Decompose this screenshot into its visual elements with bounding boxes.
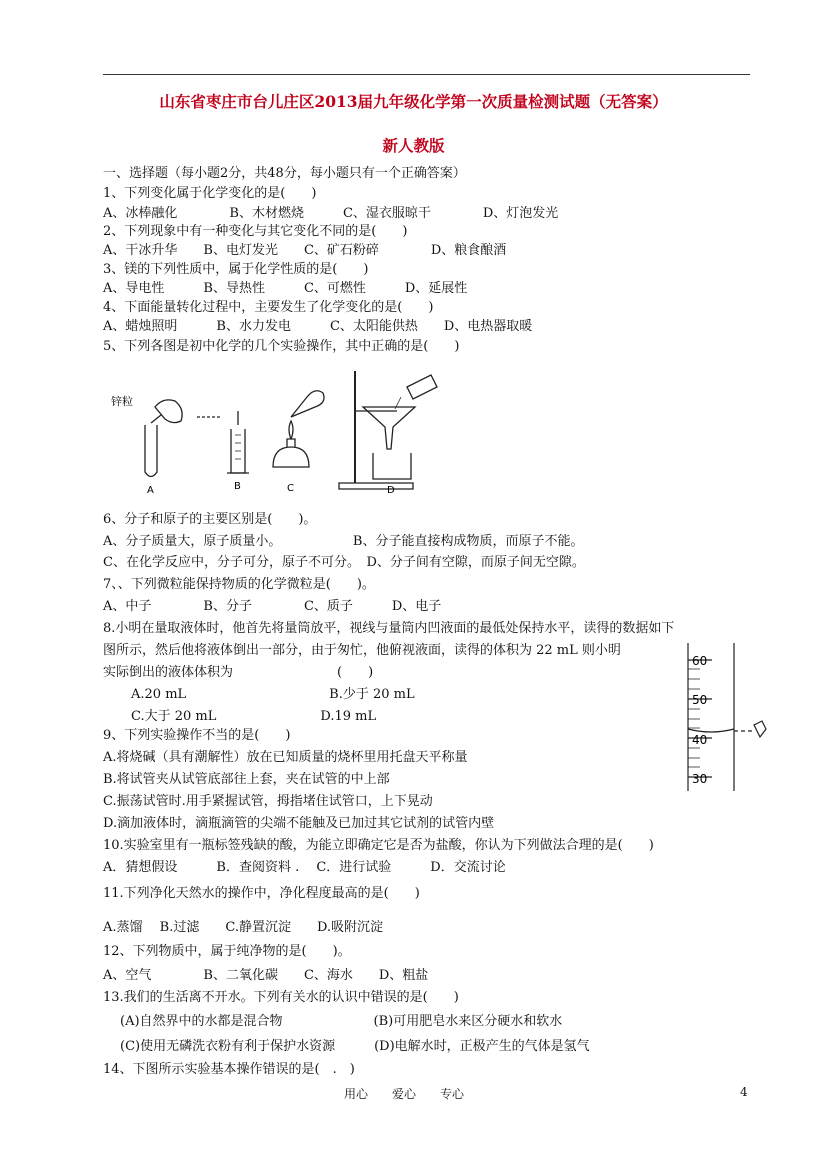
footer-motto: 用心 爱心 专心 — [344, 1087, 465, 1101]
question-10-options: A．猜想假设 B．查阅资料 . C．进行试验 D．交流讨论 — [103, 860, 506, 875]
question-1: 1、下列变化属于化学变化的是( ) — [103, 186, 317, 201]
figure-label-b: B — [234, 481, 241, 492]
question-9-option-a: A.将烧碱（具有潮解性）放在已知质量的烧杯里用托盘天平称量 — [103, 750, 468, 765]
question-2-options: A、干冰升华 B、电灯发光 C、矿石粉碎 D、粮食酿酒 — [103, 243, 507, 258]
question-3-options: A、导电性 B、导热性 C、可燃性 D、延展性 — [103, 281, 468, 296]
question-11-options: A.蒸馏 B.过滤 C.静置沉淀 D.吸附沉淀 — [103, 920, 384, 935]
question-12: 12、下列物质中，属于纯净物的是( )。 — [103, 944, 351, 959]
tick-50: 50 — [692, 693, 708, 707]
question-12-options: A、空气 B、二氧化碳 C、海水 D、粗盐 — [103, 968, 429, 983]
header-rule — [103, 74, 750, 75]
question-9-option-c: C.振荡试管时.用手紧握试管，拇指堵住试管口，上下晃动 — [103, 794, 433, 809]
question-2: 2、下列现象中有一种变化与其它变化不同的是( ) — [103, 224, 408, 239]
question-3: 3、镁的下列性质中，属于化学性质的是( ) — [103, 262, 369, 277]
question-4-options: A、蜡烛照明 B、水力发电 C、太阳能供热 D、电热器取暖 — [103, 319, 533, 334]
question-8-line1: 8.小明在量取液体时，他首先将量筒放平，视线与量筒内凹液面的最低处保持水平，读得的数据如下 — [103, 621, 675, 636]
question-9-option-b: B.将试管夹从试管底部往上套，夹在试管的中上部 — [103, 772, 390, 787]
question-10: 10.实验室里有一瓶标签残缺的酸，为能立即确定它是否为盐酸，你认为下列做法合理的是( ) — [103, 838, 654, 853]
question-9: 9、下列实验操作不当的是( ) — [103, 728, 291, 743]
question-7-options: A、中子 B、分子 C、质子 D、电子 — [103, 599, 442, 614]
document-title: 山东省枣庄市台儿庄区2013届九年级化学第一次质量检测试题（无答案） — [159, 92, 668, 111]
question-7: 7、、下列微粒能保持物质的化学微粒是( )。 — [103, 577, 375, 592]
question-6-options-ab: A、分子质量大，原子质量小。 B、分子能直接构成物质，而原子不能。 — [103, 534, 584, 549]
question-8-line3: 实际倒出的液体体积为 ( ) — [103, 665, 374, 680]
tick-60: 60 — [692, 654, 708, 668]
question-8-line2: 图所示，然后他将液体倒出一部分，由于匆忙，他俯视液面，读得的体积为 22 mL 则小明 — [103, 643, 621, 658]
question-1-options: A、冰棒融化 B、木材燃烧 C、湿衣服晾干 D、灯泡发光 — [103, 206, 559, 221]
question-14: 14、下图所示实验基本操作错误的是( . ) — [103, 1062, 355, 1077]
page-number: 4 — [740, 1085, 748, 1099]
question-9-option-d: D.滴加液体时，滴瓶滴管的尖端不能触及已加过其它试剂的试管内壁 — [103, 816, 495, 831]
question-13-options-cd: (C)使用无磷洗衣粉有利于保护水资源 (D)电解水时，正极产生的气体是氢气 — [120, 1039, 590, 1054]
section-heading: 一、选择题（每小题2分，共48分，每小题只有一个正确答案） — [103, 166, 466, 181]
figure-label-a: A — [147, 485, 154, 496]
question-13: 13.我们的生活离不开水。下列有关水的认识中错误的是( ) — [103, 990, 459, 1005]
question-5: 5、下列各图是初中化学的几个实验操作，其中正确的是( ) — [103, 339, 460, 354]
measuring-cylinder-figure — [682, 643, 774, 791]
question-11: 11.下列净化天然水的操作中，净化程度最高的是( ) — [103, 886, 420, 901]
question-4: 4、下面能量转化过程中，主要发生了化学变化的是( ) — [103, 300, 434, 315]
experiment-figure — [101, 367, 467, 497]
document-subtitle: 新人教版 — [382, 136, 445, 155]
question-6-options-cd: C、在化学反应中，分子可分，原子不可分。 D、分子间有空隙，而原子间无空隙。 — [103, 555, 585, 570]
question-8-options-ab: A.20 mL B.少于 20 mL — [131, 687, 415, 702]
figure-label-d: D — [387, 485, 395, 496]
question-13-options-ab: (A)自然界中的水都是混合物 (B)可用肥皂水来区分硬水和软水 — [120, 1014, 563, 1029]
tick-30: 30 — [692, 772, 708, 786]
tick-40: 40 — [692, 733, 708, 747]
zinc-label: 锌粒 — [111, 395, 133, 408]
question-8-options-cd: C.大于 20 mL D.19 mL — [131, 709, 377, 724]
figure-label-c: C — [287, 483, 294, 494]
question-6: 6、分子和原子的主要区别是( )。 — [103, 512, 317, 527]
